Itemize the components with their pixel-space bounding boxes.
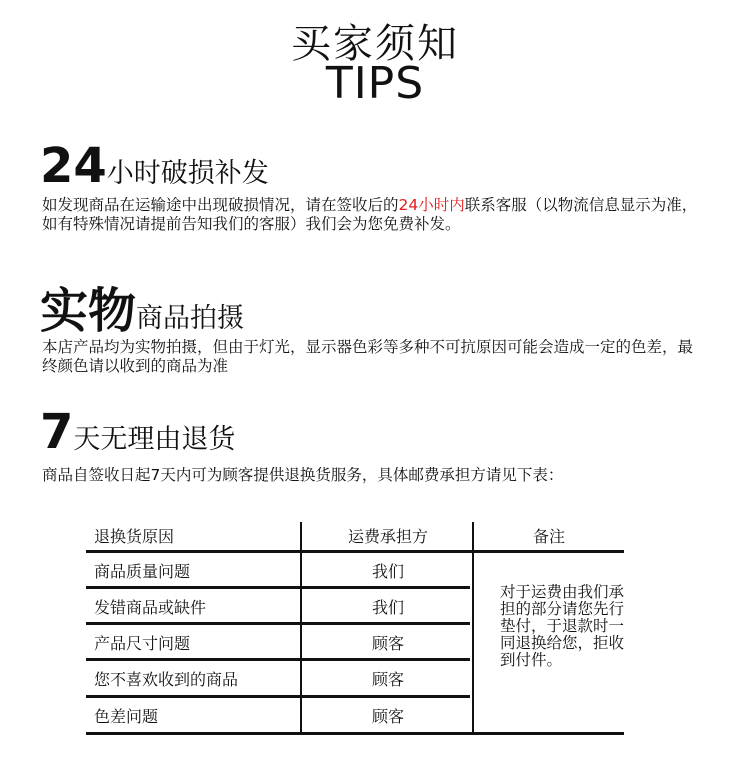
table-note: 对于运费由我们承担的部分请您先行垫付，于退款时一同退换给您，拒收到付件。: [500, 583, 625, 669]
table-rule: [86, 658, 470, 661]
section-text-breakage: [42, 196, 702, 234]
text-before-highlight: 如发现商品在运输途中出现破损情况，请在签收后的: [42, 196, 399, 214]
table-header-note: 备注: [532, 527, 565, 546]
table-cell-payer: 我们: [371, 562, 404, 581]
page-subtitle: TIPS: [325, 58, 425, 109]
section-heading-breakage: [40, 138, 269, 194]
section-heading-small: 商品拍摄: [136, 303, 245, 334]
table-rule: [86, 586, 470, 589]
section-heading-small: 天无理由退货: [73, 424, 236, 455]
table-cell-reason: 您不喜欢收到的商品: [94, 670, 239, 689]
table-rule-bottom: [86, 732, 624, 735]
section-heading-big: 24: [40, 138, 107, 194]
section-heading-big: 7: [40, 404, 74, 460]
table-cell-reason: 色差问题: [94, 707, 159, 726]
table-rule-top: [86, 550, 624, 553]
table-cell-payer: 顾客: [371, 670, 404, 689]
table-header-payer: 运费承担方: [347, 527, 428, 546]
table-cell-reason: 商品质量问题: [94, 562, 191, 581]
table-cell-payer: 顾客: [371, 634, 404, 653]
table-rule: [86, 695, 470, 698]
section-heading-returns: [40, 404, 235, 460]
section-heading-real-photo: [40, 272, 244, 341]
page-title: 买家须知: [291, 21, 459, 67]
table-divider: [472, 522, 474, 734]
section-heading-big: 实物: [40, 283, 137, 339]
highlight-text: 24小时内: [398, 196, 465, 214]
table-cell-reason: 发错商品或缺件: [94, 598, 207, 617]
table-cell-payer: 顾客: [371, 707, 404, 726]
section-text-returns: 商品自签收日起7天内可为顾客提供退换货服务，具体邮费承担方请见下表：: [42, 466, 564, 484]
section-text-real-photo: 本店产品均为实物拍摄，但由于灯光，显示器色彩等多种不可抗原因可能会造成一定的色差，最终颜色请以收到的商品为准: [42, 338, 694, 375]
table-cell-reason: 产品尺寸问题: [94, 634, 191, 653]
shipping-cost-table: [86, 522, 624, 735]
table-divider: [300, 522, 302, 734]
text-after-highlight: 联系客服（以物流信息显示为准，如有特殊情况请提前告知我们的客服）我们会为您免费补发。: [42, 196, 698, 233]
table-header-reason: 退换货原因: [94, 527, 175, 546]
table-rule: [86, 622, 470, 625]
section-heading-small: 小时破损补发: [106, 158, 269, 189]
table-cell-payer: 我们: [371, 598, 404, 617]
